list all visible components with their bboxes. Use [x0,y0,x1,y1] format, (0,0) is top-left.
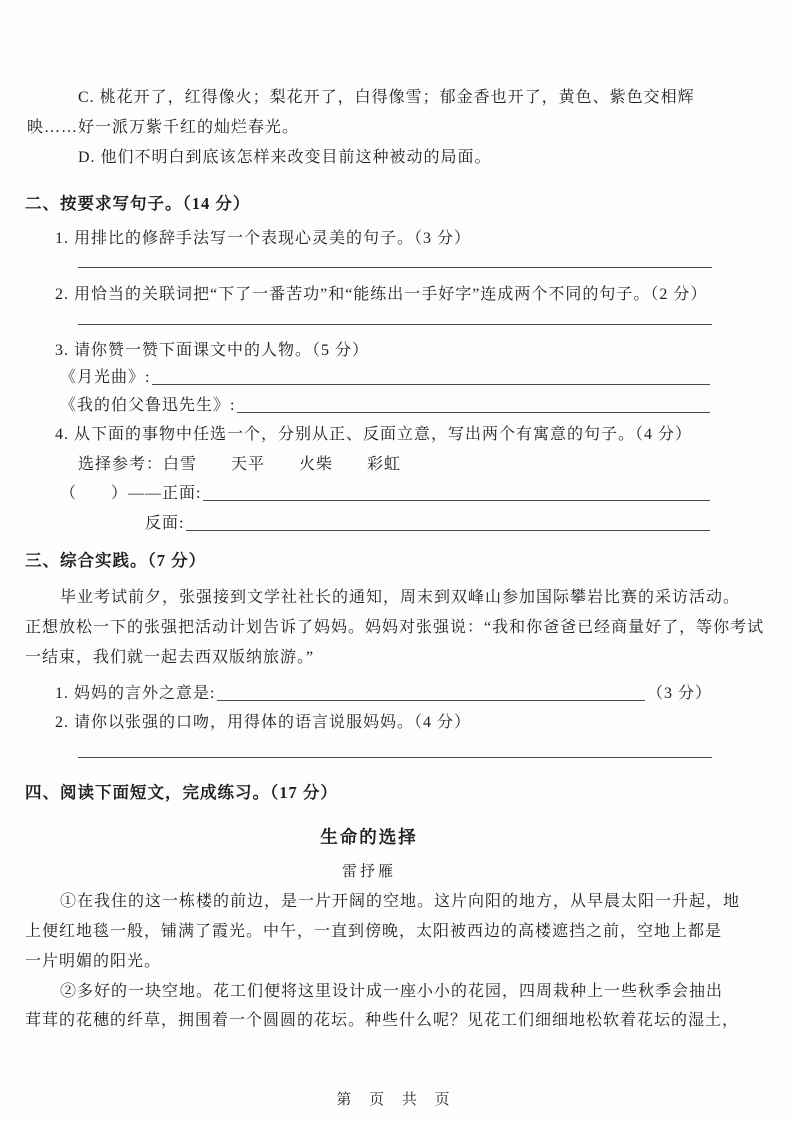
section-two-q4: 4. 从下面的事物中任选一个，分别从正、反面立意，写出两个有寓意的句子。（4 分） [55,426,693,443]
option-d-line: D. 他们不明白到底该怎样来改变目前这种被动的局面。 [78,149,492,166]
page-footer: 第 页 共 页 [336,1092,457,1108]
answer-blank-line [78,266,712,268]
option-c-line1: C. 桃花开了，红得像火；梨花开了，白得像雪；郁金香也开了，黄色、紫色交相辉 [78,89,695,106]
book-title-label: 《我的伯父鲁迅先生》: [60,397,236,414]
answer-blank-line [152,383,710,385]
section-two-q1: 1. 用排比的修辞手法写一个表现心灵美的句子。（3 分） [55,230,472,247]
answer-blank-line [203,499,710,501]
answer-blank-line [237,411,710,413]
passage-line: 毕业考试前夕，张强接到文学社社长的通知，周末到双峰山参加国际攀岩比赛的采访活动。 [60,589,741,606]
section-two-q2: 2. 用恰当的关联词把“下了一番苦功”和“能练出一手好字”连成两个不同的句子。（2 分） [55,286,708,303]
answer-blank-line [78,756,712,758]
answer-blank-line [78,323,712,325]
section-two-heading: 二、按要求写句子。（14 分） [25,194,251,213]
essay-paragraph-line: 茸茸的花穗的纤草，拥围着一个圆圆的花坛。种些什么呢？见花工们细细地松软着花坛的湿土， [25,1012,740,1029]
option-c-line2: 映……好一派万紫千红的灿烂春光。 [27,119,300,136]
essay-author: 雷抒雁 [341,864,396,880]
answer-blank-line [186,529,710,531]
passage-line: 一结束，我们就一起去西双版纳旅游。” [25,649,315,666]
q4-negative-row [145,514,712,534]
q4-reference-options: 选择参考：白雪 天平 火柴 彩虹 [78,456,402,473]
q4-negative-label: 反面: [145,515,185,532]
essay-title: 生命的选择 [320,827,418,847]
section-four-heading: 四、阅读下面短文，完成练习。（17 分） [25,783,338,802]
q4-positive-row [60,484,712,504]
q4-positive-label: （ ）——正面: [60,485,202,502]
section-three-q1-row [55,684,712,704]
section-three-q2: 2. 请你以张强的口吻，用得体的语言说服妈妈。（4 分） [55,714,472,731]
section-three-heading: 三、综合实践。（7 分） [25,551,207,570]
essay-paragraph-line: 一片明媚的阳光。 [25,953,162,970]
section-three-q1-score: （3 分） [646,685,712,702]
q3-blank-moonlight-sonata [60,368,712,388]
section-two-q3: 3. 请你赞一赞下面课文中的人物。（5 分） [55,342,370,359]
q3-blank-uncle-luxun [60,396,712,416]
answer-blank-line [217,699,645,701]
essay-paragraph-line: ②多好的一块空地。花工们便将这里设计成一座小小的花园，四周栽种上一些秋季会抽出 [60,983,724,1000]
essay-paragraph-line: 上便红地毯一般，铺满了霞光。中午，一直到傍晚，太阳被西边的高楼遮挡之前，空地上都是 [25,923,723,940]
passage-line: 正想放松一下的张强把活动计划告诉了妈妈。妈妈对张强说：“我和你爸爸已经商量好了，等你考试 [25,619,765,636]
essay-paragraph-line: ①在我住的这一栋楼的前边，是一片开阔的空地。这片向阳的地方，从早晨太阳一升起，地 [60,893,741,910]
section-three-q1-label: 1. 妈妈的言外之意是: [55,685,216,702]
book-title-label: 《月光曲》: [60,369,151,386]
